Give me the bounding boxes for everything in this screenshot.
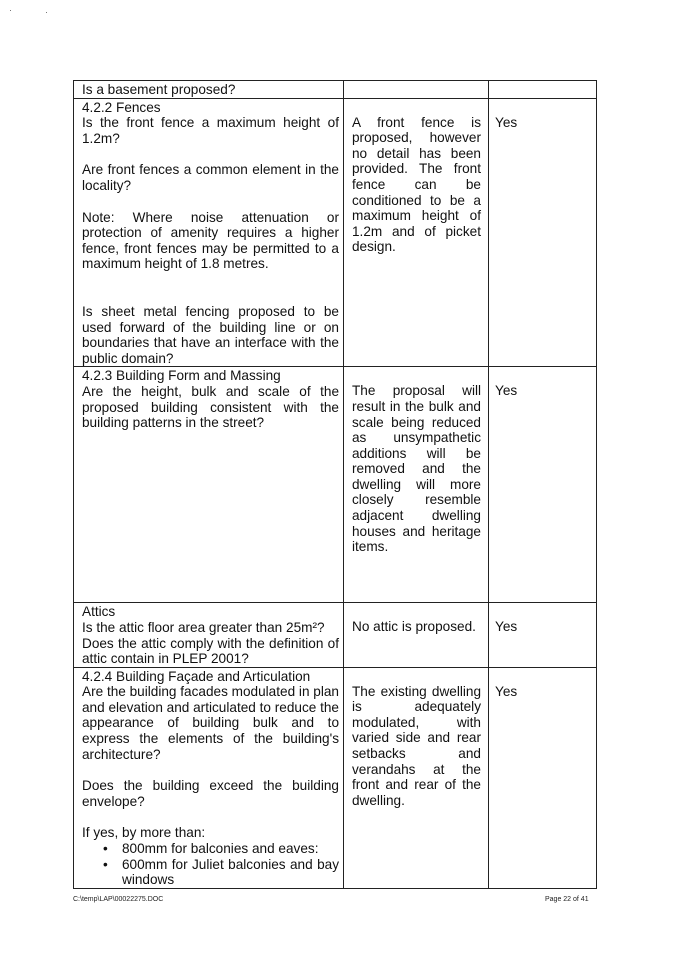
list-item: • 800mm for balconies and eaves: xyxy=(122,841,339,857)
bullet-list xyxy=(82,841,339,888)
question-cell xyxy=(74,367,344,603)
comment-text: The existing dwelling is adequately modulated, with varied side and rear setbacks and verandahs at the front and rear of the dwelling. xyxy=(352,683,481,808)
compliance-value: Yes xyxy=(495,683,518,699)
comment-text: The proposal will result in the bulk and scale being reduced as unsympathetic additions will be removed and the dwelling will more closely resemble adjacent dwelling houses and heritage items. xyxy=(352,383,481,555)
section-heading: 4.2.4 Building Façade and Articulation xyxy=(82,668,311,684)
question-text: Is the attic floor area greater than 25m²? xyxy=(82,619,325,635)
footer-file-path: C:\temp\LAP\00022275.DOC xyxy=(73,896,164,903)
section-heading: 4.2.3 Building Form and Massing xyxy=(82,368,281,384)
table-row-basement xyxy=(74,81,597,99)
comment-cell xyxy=(344,667,489,888)
question-cell xyxy=(74,98,344,367)
compliance-value: Yes xyxy=(495,114,518,130)
comment-cell xyxy=(344,98,489,367)
question-text: Are the height, bulk and scale of the proposed building consistent with the building patterns in the street? xyxy=(82,383,339,431)
question-text: Is the front fence a maximum height of 1.2m? xyxy=(82,115,339,146)
table-row-fences xyxy=(74,98,597,367)
list-item: • 600mm for Juliet balconies and bay windows xyxy=(122,857,339,888)
compliance-cell xyxy=(489,603,597,667)
section-heading: Attics xyxy=(82,604,116,620)
comment-cell xyxy=(344,367,489,603)
question-text: Are front fences a common element in the locality? xyxy=(82,162,339,193)
question-text: Is a basement proposed? xyxy=(82,82,236,97)
comment-cell xyxy=(344,81,489,99)
compliance-cell xyxy=(489,667,597,888)
compliance-cell xyxy=(489,81,597,99)
question-text: Does the building exceed the building envelope? xyxy=(82,778,339,809)
question-text: Is sheet metal fencing proposed to be used forward of the building line or on boundaries that have an interface with the public domain? xyxy=(82,303,339,366)
compliance-value: Yes xyxy=(495,383,518,399)
question-text: Are the building facades modulated in plan and elevation and articulated to reduce the appearance of building bulk and to express the elements of the building's architecture? xyxy=(82,684,339,762)
table-row-attics xyxy=(74,603,597,667)
question-cell xyxy=(74,603,344,667)
comment-text: No attic is proposed. xyxy=(352,619,476,635)
footer-page-number: Page 22 of 41 xyxy=(545,896,589,903)
scan-artifact xyxy=(0,10,60,16)
comment-text: A front fence is proposed, however no detail has been provided. The front fence can be conditioned to be a maximum height of 1.2m and of picket design. xyxy=(352,114,481,255)
comment-cell xyxy=(344,603,489,667)
table-row-facade xyxy=(74,667,597,888)
compliance-value: Yes xyxy=(495,619,518,635)
assessment-table xyxy=(73,80,597,889)
compliance-cell xyxy=(489,367,597,603)
compliance-cell xyxy=(489,98,597,367)
note-text: Note: Where noise attenuation or protection of amenity requires a higher fence, front fences may be permitted to a maximum height of 1.8 metres. xyxy=(82,209,339,272)
question-cell xyxy=(74,667,344,888)
question-text: If yes, by more than: xyxy=(82,825,206,841)
question-cell xyxy=(74,81,344,99)
table-row-form-massing xyxy=(74,367,597,603)
section-heading: 4.2.2 Fences xyxy=(82,99,161,115)
question-text: Does the attic comply with the definition of attic contain in PLEP 2001? xyxy=(82,635,339,667)
